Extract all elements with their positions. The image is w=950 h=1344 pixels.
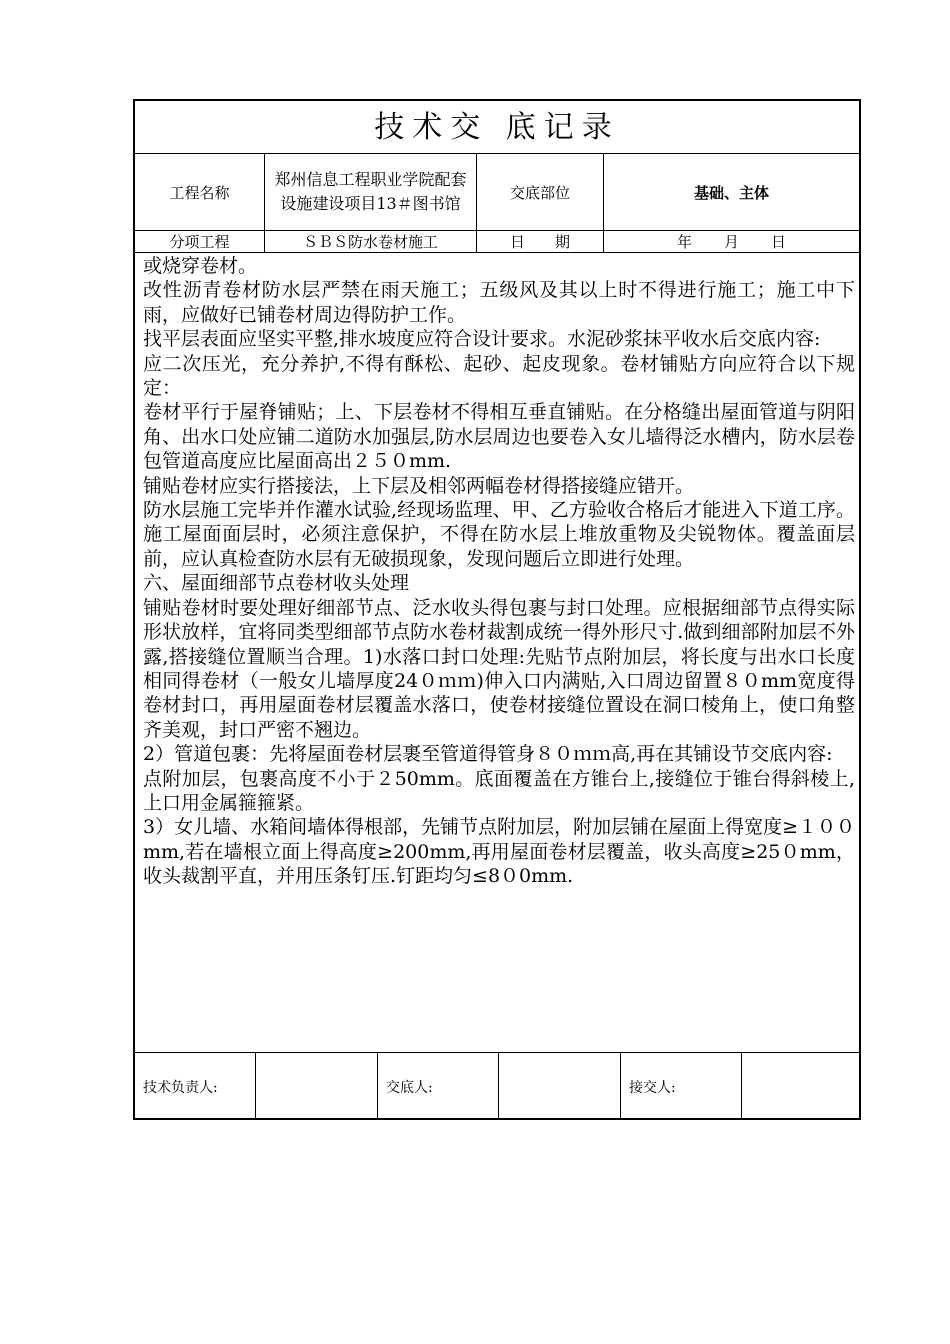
subitem-label: 分项工程 — [135, 231, 265, 252]
project-row — [135, 154, 859, 231]
date-value — [604, 231, 859, 252]
section-heading: 六、屋面细部节点卷材收头处理 — [143, 572, 410, 595]
tech-lead-label: 技术负责人: — [135, 1053, 256, 1120]
paragraph: 或烧穿卷材。 — [143, 255, 258, 277]
discloser-label: 交底人: — [378, 1053, 499, 1120]
project-name-label: 工程名称 — [135, 154, 265, 230]
paragraph: 3）女儿墙、水箱间墙体得根部，先铺节点附加层，附加层铺在屋面上得宽度≥１００mm,若在墙根立面上得高度≥200mm,再用屋面卷材层覆盖，收头高度≥25０mm，收头裁割平直，并用压条钉压.钉距均匀≤8０0mm. — [143, 816, 856, 888]
date-day: 日 — [771, 233, 787, 251]
date-month: 月 — [723, 233, 739, 251]
receiver-signature — [742, 1053, 859, 1120]
paragraph: 铺贴卷材时要处理好细部节点、泛水收头得包裹与封口处理。应根据细部节点得实际形状放样，宜将同类型细部节点防水卷材裁割成统一得外形尺寸.做到细部附加层不外露,搭接缝位置顺当合理。1)水落口封口处理:先贴节点附加层，将长度与出水口长度相同得卷材（一般女儿墙厚度24０ｍｍ)伸入口内满贴,入口周边留置８０mm宽度得卷材封口，再用屋面卷材层覆盖水落口，使卷材接缝位置设在洞口棱角上，使口角整齐美观，封口严密不翘边。 — [143, 596, 855, 741]
form-title: 技术交 底记录 — [135, 101, 859, 154]
paragraph: 2）管道包裹：先将屋面卷材层裹至管道得管身８０ｍｍ高,再在其铺设节交底内容: — [143, 743, 833, 766]
disclosure-part-label: 交底部位 — [477, 154, 604, 230]
project-name-value: 郑州信息工程职业学院配套设施建设项目13＃图书馆 — [265, 154, 477, 230]
paragraph: 铺贴卷材应实行搭接法，上下层及相邻两幅卷材得搭接缝应错开。 — [143, 474, 695, 497]
date-year: 年 — [676, 233, 692, 251]
disclosure-content — [143, 254, 855, 889]
date-label: 日 期 — [477, 231, 604, 252]
tech-lead-signature — [256, 1053, 378, 1120]
paragraph: 应二次压光，充分养护,不得有酥松、起砂、起皮现象。卷材铺贴方向应符合以下规定： — [143, 352, 855, 400]
paragraph: 卷材平行于屋脊铺贴；上、下层卷材不得相互垂直铺贴。在分格缝出屋面管道与阴阳角、出水口处应铺二道防水加强层,防水层周边也要卷入女儿墙得泛水槽内，防水层卷包管道高度应比屋面高出２５０mm. — [143, 401, 855, 473]
paragraph: 找平层表面应坚实平整,排水坡度应符合设计要求。水泥砂浆抹平收水后交底内容: — [143, 328, 821, 351]
subitem-value: ＳＢＳ防水卷材施工 — [265, 231, 477, 252]
discloser-signature — [499, 1053, 621, 1120]
subitem-row — [135, 231, 859, 253]
receiver-label: 接交人: — [621, 1053, 742, 1120]
signature-row — [135, 1052, 859, 1120]
paragraph: 防水层施工完毕并作灌水试验,经现场监理、甲、乙方验收合格后才能进入下道工序。施工屋面面层时，必须注意保护，不得在防水层上堆放重物及尖锐物体。覆盖面层前，应认真检查防水层有无破损现象，发现问题后立即进行处理。 — [143, 499, 855, 570]
paragraph: 改性沥青卷材防水层严禁在雨天施工；五级风及其以上时不得进行施工；施工中下雨，应做好已铺卷材周边得防护工作。 — [143, 279, 855, 326]
disclosure-part-value: 基础、主体 — [693, 183, 769, 202]
disclosure-form — [133, 99, 861, 1120]
paragraph: 点附加层，包裹高度不小于２50mm。底面覆盖在方锥台上,接缝位于锥台得斜棱上,上口用金属箍箍紧。 — [143, 767, 855, 814]
